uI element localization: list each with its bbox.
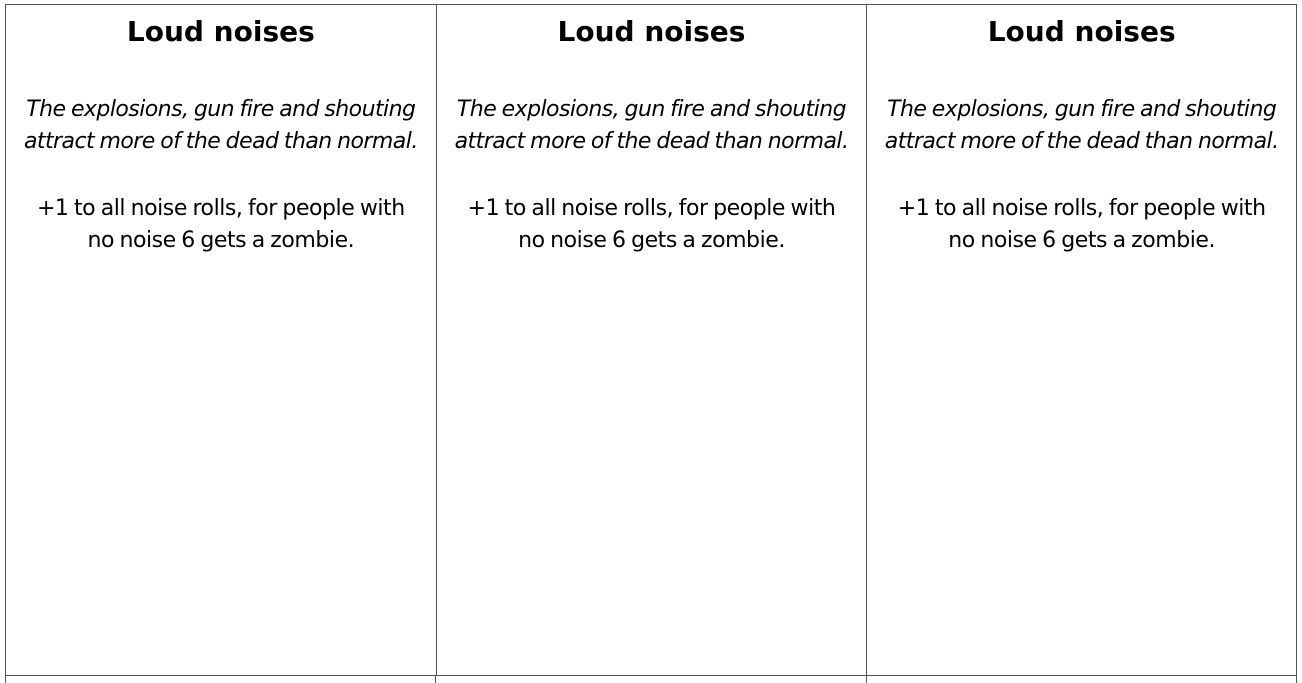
- card-rule-line-2: no noise 6 gets a zombie.: [87, 228, 355, 253]
- card-flavor-line-1: The explosions, gun fire and shouting: [26, 97, 416, 122]
- card-flavor-line-2: attract more of the dead than normal.: [23, 129, 418, 154]
- next-card-row: [5, 676, 1297, 683]
- card-rule-line-1: +1 to all noise rolls, for people with: [467, 196, 836, 221]
- card-rule-line-2: no noise 6 gets a zombie.: [518, 228, 785, 253]
- card-flavor-text: [437, 94, 867, 158]
- card-rule-text: [6, 193, 436, 257]
- card-flavor-line-1: The explosions, gun fire and shouting: [456, 97, 847, 122]
- next-card-cell: [5, 676, 436, 683]
- card-flavor-line-2: attract more of the dead than normal.: [884, 129, 1279, 154]
- card-title: Loud noises: [557, 15, 746, 48]
- card-2: [437, 5, 868, 675]
- card-rule-line-2: no noise 6 gets a zombie.: [948, 228, 1216, 253]
- card-3: [867, 5, 1297, 675]
- card-flavor-text: [6, 94, 436, 158]
- next-card-cell: [867, 676, 1297, 683]
- card-rule-text: [437, 193, 867, 257]
- card-rule-line-1: +1 to all noise rolls, for people with: [36, 196, 405, 221]
- next-card-cell: [436, 676, 867, 683]
- card-title: Loud noises: [126, 15, 315, 48]
- card-rule-line-1: +1 to all noise rolls, for people with: [897, 196, 1266, 221]
- card-rule-text: [867, 193, 1296, 257]
- card-flavor-line-2: attract more of the dead than normal.: [454, 129, 849, 154]
- card-flavor-line-1: The explosions, gun fire and shouting: [887, 97, 1277, 122]
- card-flavor-text: [867, 94, 1296, 158]
- card-1: [6, 5, 437, 675]
- card-sheet-table: [5, 4, 1297, 676]
- card-title: Loud noises: [987, 15, 1176, 48]
